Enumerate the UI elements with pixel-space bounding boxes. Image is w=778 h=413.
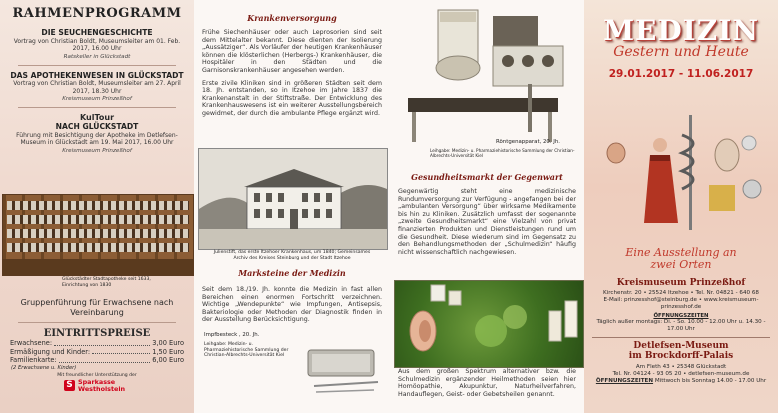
event-text: Vortrag von Christian Boldt, Museumsleiter am 01. Feb. 2017, 16.00 Uhr	[13, 37, 181, 53]
museum2-phone: Tel. Nr. 04124 - 93 05 20 • detlefsen-museum.de	[612, 371, 750, 377]
museum1-address: Kirchenstr. 20 • 25524 Itzehoe • Tel. Nr. 04821 - 640 68	[603, 290, 759, 296]
hours-label: ÖFFNUNGSZEITEN	[595, 378, 654, 384]
divider	[18, 65, 176, 66]
event-location: Kreismuseum Prinzeßhof	[62, 96, 132, 103]
body-text: Aus dem großen Spektrum alternativer bzw. die Schulmedizin ergänzender Heilmethoden seien hier Homöopathie, Akupunktur, Naturheilverfahren, Handauflegen, Geist- oder Gebetsheilen genannt.	[398, 368, 576, 398]
exhibition-dates: 29.01.2017 - 11.06.2017	[608, 68, 754, 80]
vaccination-kit-photo	[304, 340, 384, 400]
xray-caption: Röntgenapparat, 20. Jh.	[496, 139, 561, 145]
price-row	[8, 356, 186, 365]
xray-photo	[398, 6, 578, 154]
history-panel	[194, 0, 390, 413]
body-text: Erste zivile Kliniken sind in größeren Städten seit dem 18. Jh. entstanden, so in Itzehoe im Jahre 1837 die Krankenanstalt in der Stiftstraße. Der Entwicklung des Krankenhauswesens ist ein weiterer Ausstellungsbereich gewidmet, der durch die ambulante Pflege ergänzt wird.	[202, 79, 382, 117]
hours-label: ÖFFNUNGSZEITEN	[653, 313, 709, 319]
sparkasse-icon: S	[64, 380, 75, 391]
exhibition-tagline: Eine Ausstellung an zwei Orten	[625, 246, 737, 271]
event-title: DIE SEUCHENGESCHICHTE	[41, 28, 153, 37]
program-heading: RAHMENPROGRAMM	[12, 6, 182, 21]
kultour-subtitle: NACH GLÜCKSTADT	[55, 122, 139, 132]
divider	[18, 107, 176, 108]
vaccination-caption: Impfbesteck , 20. Jh.	[204, 332, 260, 338]
price-row	[8, 339, 186, 348]
kultour-text: Führung mit Besichtigung der Apotheke im Detlefsen-Museum in Glückstadt am 19. Mai 2017, 16.00 Uhr	[16, 131, 178, 147]
group-tour-text: Gruppenführung für Erwachsene nach Vereinbarung	[20, 298, 174, 317]
museum2-line2: im Brockdorff-Palais	[628, 351, 734, 361]
prices-heading: EINTRITTSPREISE	[43, 328, 151, 339]
doctor-illustration	[594, 115, 769, 230]
museum2-hours-row	[588, 378, 774, 385]
event-title: DAS APOTHEKENWESEN IN GLÜCKSTADT	[10, 70, 184, 80]
sponsor-text: Mit freundlicher Unterstützung der	[57, 372, 137, 378]
event-text: Vortrag von Christian Boldt, Museumsleiter am 27. April 2017, 18.30 Uhr	[13, 80, 181, 95]
sponsor-logo	[8, 379, 186, 393]
pharmacy-photo	[2, 194, 194, 276]
kultour-title: KulTour	[79, 113, 115, 123]
museum2-address: Am Fleth 43 • 25348 Glückstadt	[635, 364, 727, 370]
price-value: 3,00 Euro	[152, 339, 184, 347]
pharmacy-caption: Glückstädter Stadtapotheke seit 1633, Einrichtung von 1830	[62, 277, 151, 288]
event-location: Ratskeller in Glückstadt	[63, 53, 131, 60]
museum1-email: E-Mail: prinzesshof@steinburg.de • www.kreismuseum-prinzesshof.de	[603, 297, 759, 310]
present-panel	[390, 0, 584, 413]
body-text: Seit dem 18./19. Jh. konnte die Medizin in fast allen Bereichen einen enormen Fortschritt verzeichnen. Wichtige „Wendepunkte“ wie Impfungen, Antisepsis, Bakteriologie oder Methoden der Diagnostik finden in der Ausstellung Berücksichtigung.	[202, 286, 382, 324]
program-panel	[0, 0, 194, 413]
cover-panel	[584, 0, 778, 413]
museum1-name: Kreismuseum Prinzeßhof	[616, 278, 746, 288]
price-value: 6,00 Euro	[152, 356, 184, 364]
price-row	[8, 348, 186, 357]
herbs-photo	[394, 280, 584, 368]
vaccination-loan: Leihgabe: Medizin- u. Pharmaziehistorische Sammlung der Christian-Albrechts-Universität Kiel	[204, 342, 289, 359]
kultour-location: Kreismuseum Prinzeßhof	[62, 148, 132, 155]
price-label: Ermäßigung und Kinder:	[10, 347, 91, 356]
sponsor-name: Sparkasse Westholstein	[78, 377, 126, 393]
section-heading: Gesundheitsmarkt der Gegenwart	[411, 172, 563, 182]
price-label: Familienkarte:	[10, 356, 57, 364]
museum2-hours: Mittwoch bis Sonntag 14.00 - 17.00 Uhr	[654, 378, 767, 384]
hospital-photo	[198, 148, 388, 250]
price-label: Erwachsene:	[10, 339, 53, 347]
hospital-caption: Julienstift, das erste Itzehoer Krankenhaus, um 1840; Gemeinsames Archiv des Kreises Steinburg und der Stadt Itzehoe	[213, 250, 371, 261]
body-text: Gegenwärtig steht eine medizinische Rundumversorgung zur Verfügung - angefangen bei der „ambulanten Versorgung“ über wirksame Medikamente bis hin zu Kliniken. Zusätzlich umfasst der sogenannte „zweite Gesundheitsmarkt“ eine Vielzahl von privat finanzierten Produkten und Dienstleistungen rund um die Gesundheit. Diese wiederum sind im Gegensatz zu den Behandlungsmethoden der „Schulmedizin“ häufig nicht wissenschaftlich nachgewiesen.	[398, 188, 576, 256]
cover-subtitle: Gestern und Heute	[613, 44, 749, 60]
section-heading: Marksteine der Medizin	[238, 268, 346, 278]
section-heading: Krankenversorgung	[247, 13, 337, 23]
cover-title: MEDIZIN	[603, 14, 759, 47]
museum2-line1: Detlefsen-Museum	[633, 341, 729, 351]
body-text: Frühe Siechenhäuser oder auch Leprosorien sind seit dem Mittelalter bekannt. Diese dienten der Isolierung „Aussätziger“. Als Vorläufer der heutigen Krankenhäuser können die klösterlichen (Herbergs-) Krankenhäuser, die Hospitäler in den Städten und die Garnisonskrankenhäuser angesehen werden.	[202, 29, 382, 74]
family-note: (2 Erwachsene u. Kinder)	[11, 364, 77, 371]
xray-loan: Leihgabe: Medizin- u. Pharmaziehistorische Sammlung der Christian-Albrechts-Universität Kiel	[430, 148, 575, 158]
divider	[18, 322, 176, 323]
price-value: 1,50 Euro	[152, 347, 184, 356]
museum1-hours: Täglich außer montags: Di. - So. 10.00 - 12.00 Uhr u. 14.30 - 17.00 Uhr	[596, 319, 766, 332]
